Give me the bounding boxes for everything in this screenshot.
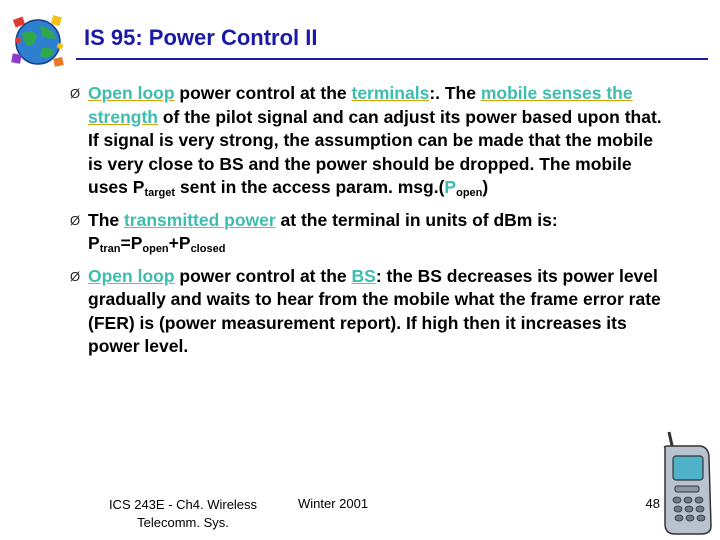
term-p-open: P: [444, 177, 457, 197]
page-title: IS 95: Power Control II: [84, 25, 318, 50]
globe-logo-icon: [8, 10, 68, 72]
mobile-phone-icon: [655, 428, 717, 536]
footer-date: Winter 2001: [298, 496, 369, 511]
footer-page-number: 48: [645, 496, 660, 511]
term-mobile-senses: mobile senses the strength: [88, 83, 633, 127]
term-terminals: terminals: [351, 83, 430, 103]
bullet-open-loop-bs: Ø Open loop power control at the BS: the BS decreases its power level gradually and waits to hear from the mobile what the frame error rate (FER) is (power measurement report). If high then it increases its power level.: [70, 265, 661, 356]
bullet-open-loop-terminals: Ø Open loop power control at the terminals:. The mobile senses the strength of the pilot signal and can adjust its power based upon that. If signal is very strong, the assumption can be made that the mobile is very close to BS and the power should be dropped. The mobile uses $P_{target}$ sent in the access param. $msg.(P_{open})$: [70, 83, 662, 199]
term-bs: BS: [351, 265, 376, 286]
term-transmitted-power: transmitted power: [123, 209, 276, 230]
bullet-marker: Ø: [70, 268, 81, 284]
term-open-loop: Open loop: [88, 265, 175, 286]
title-divider: [76, 58, 708, 60]
formula: $P_{tran}=P_{open}+P_{closed}$: [88, 233, 226, 255]
bullet-marker: Ø: [70, 212, 81, 228]
footer-course: ICS 243E - Ch4. Wireless Telecomm. Sys.: [108, 497, 258, 530]
bullet-list: [70, 82, 670, 368]
bullet-marker: Ø: [70, 86, 81, 101]
term-open-loop: Open loop: [88, 83, 175, 103]
bullet-transmitted-power: Ø The transmitted power at the terminal in units of dBm is: $P_{tran}=P_{open}+P_{closed}$: [70, 209, 558, 255]
